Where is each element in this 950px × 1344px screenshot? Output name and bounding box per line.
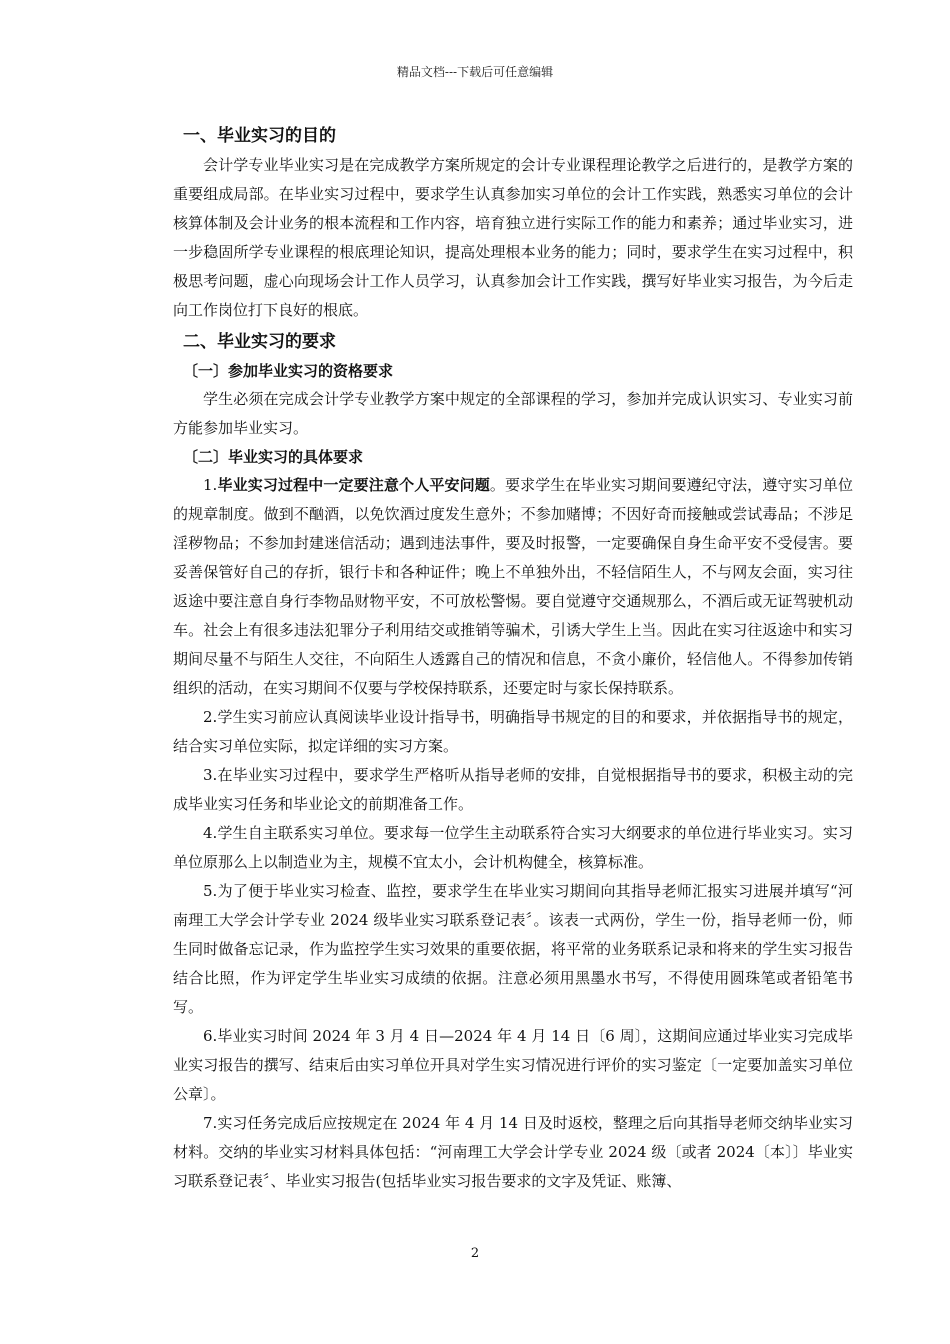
requirement-item-3: 3.在毕业实习过程中，要求学生严格听从指导老师的安排，自觉根据指导书的要求，积极主动的完成毕业实习任务和毕业论文的前期准备工作。 [173, 766, 853, 813]
item-1-number: 1. [203, 476, 218, 494]
page-header: 精品文档---下载后可任意编辑 [396, 65, 554, 79]
requirement-item-1 [173, 471, 853, 703]
section-2-heading: 二、毕业实习的要求 [183, 332, 336, 352]
requirement-item-4: 4.学生自主联系实习单位。要求每一位学生主动联系符合实习大纲要求的单位进行毕业实习。实习单位原那么上以制造业为主，规模不宜太小，会计机构健全，核算标准。 [173, 824, 853, 871]
requirement-item-7: 7.实习任务完成后应按规定在 2024 年 4 月 14 日及时返校，整理之后向其指导老师交纳毕业实习材料。交纳的毕业实习材料具体包括：“河南理工大学会计学专业 2024 级〔或者 2024〔本〕〕毕业实习联系登记表〞、毕业实习报告(包括毕业实习报告要求的文字及凭证、账簿、 [173, 1114, 853, 1190]
requirement-item-2: 2.学生实习前应认真阅读毕业设计指导书，明确指导书规定的目的和要求，并依据指导书的规定，结合实习单位实际，拟定详细的实习方案。 [173, 708, 853, 755]
subsection-2-heading: 〔二〕毕业实习的具体要求 [183, 448, 364, 466]
requirement-item-6: 6.毕业实习时间 2024 年 3 月 4 日—2024 年 4 月 14 日〔6 周〕，这期间应通过毕业实习完成毕业实习报告的撰写、结束后由实习单位开具对学生实习情况进行评价的实习鉴定〔一定要加盖实习单位公章〕。 [173, 1027, 853, 1103]
subsection-1-paragraph: 学生必须在完成会计学专业教学方案中规定的全部课程的学习，参加并完成认识实习、专业实习前方能参加毕业实习。 [173, 390, 853, 437]
item-1-text: 。要求学生在毕业实习期间要遵纪守法，遵守实习单位的规章制度。做到不酗酒，以免饮酒过度发生意外；不参加赌博；不因好奇而接触或尝试毒品；不涉足淫秽物品；不参加封建迷信活动；遇到违法事件，要及时报警，一定要确保自身生命平安不受侵害。要妥善保管好自己的存折，银行卡和各种证件；晚上不单独外出，不轻信陌生人，不与网友会面，实习往返途中要注意自身行李物品财物平安，不可放松警惕。要自觉遵守交通规那么，不酒后或无证驾驶机动车。社会上有很多违法犯罪分子利用结交或推销等骗术，引诱大学生上当。因此在实习往返途中和实习期间尽量不与陌生人交往，不向陌生人透露自己的情况和信息，不贪小廉价，轻信他人。不得参加传销组织的活动，在实习期间不仅要与学校保持联系，还要定时与家长保持联系。 [173, 476, 853, 697]
subsection-1-heading: 〔一〕参加毕业实习的资格要求 [183, 362, 394, 380]
section-1-paragraph: 会计学专业毕业实习是在完成教学方案所规定的会计专业课程理论教学之后进行的，是教学方案的重要组成局部。在毕业实习过程中，要求学生认真参加实习单位的会计工作实践，熟悉实习单位的会计核算体制及会计业务的根本流程和工作内容，培育独立进行实际工作的能力和素养；通过毕业实习，进一步稳固所学专业课程的根底理论知识，提高处理根本业务的能力；同时，要求学生在实习过程中，积极思考问题，虚心向现场会计工作人员学习，认真参加会计工作实践，撰写好毕业实习报告，为今后走向工作岗位打下良好的根底。 [173, 156, 853, 319]
item-1-bold-text: 毕业实习过程中一定要注意个人平安问题 [217, 476, 490, 494]
document-body [173, 121, 853, 1196]
page-number: 2 [470, 1246, 480, 1261]
section-1-heading: 一、毕业实习的目的 [183, 126, 336, 146]
requirement-item-5: 5.为了便于毕业实习检查、监控，要求学生在毕业实习期间向其指导老师汇报实习进展并填写“河南理工大学会计学专业 2024 级毕业实习联系登记表〞。该表一式两份，学生一份，指导老师一份，师生同时做备忘记录，作为监控学生实习效果的重要依据，将平常的业务联系记录和将来的学生实习报告结合比照，作为评定学生毕业实习成绩的依据。注意必须用黑墨水书写，不得使用圆珠笔或者铅笔书写。 [173, 882, 853, 1016]
